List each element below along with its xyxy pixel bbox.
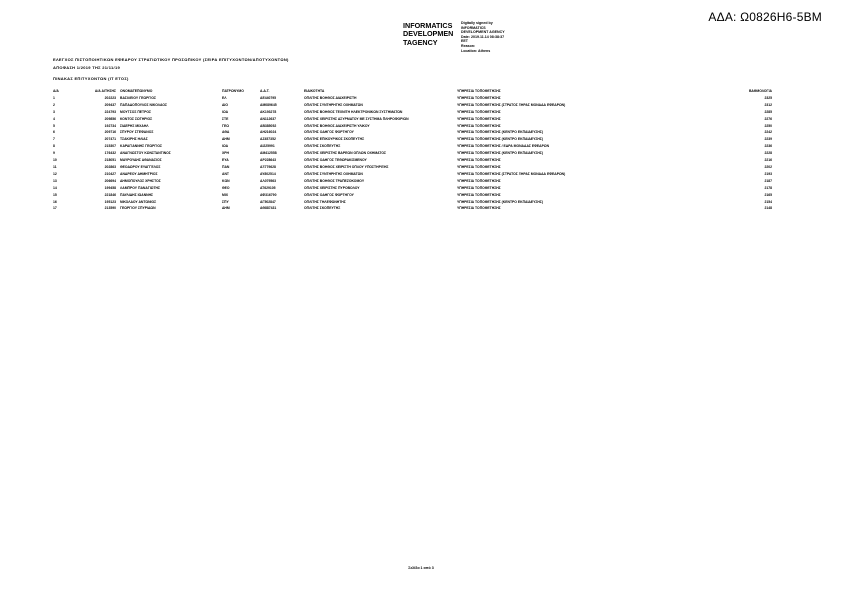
- cell-id: ΑΗ216024: [260, 130, 277, 135]
- cell-id: ΑΖ457352: [260, 137, 276, 142]
- table-body: [53, 95, 772, 212]
- cell-aa: 8: [53, 144, 55, 149]
- issuer-logo: [403, 22, 453, 47]
- cell-id: ΑΞ779628: [260, 164, 276, 169]
- cell-father: ΙΩΑ: [222, 144, 229, 149]
- col-header-name: ΟΝΟΜΑΤΕΠΩΝΥΜΟ: [120, 89, 153, 93]
- cell-id: ΑΜ412558: [260, 151, 277, 156]
- table-row: [53, 199, 772, 206]
- signature-line: Location: Athens: [461, 48, 491, 53]
- cell-application: 195123: [104, 199, 116, 204]
- cell-service: ΥΠΗΡΕΣΙΑ ΤΟΠΟΘΕΤΗΣΗΣ: [457, 206, 501, 211]
- signature-line: Digitally signed by: [461, 21, 493, 25]
- table-row: [53, 205, 772, 212]
- cell-service: ΥΠΗΡΕΣΙΑ ΤΟΠΟΘΕΤΗΣΗΣ: [457, 123, 501, 128]
- table-row: [53, 136, 772, 143]
- cell-name: ΜΑΥΡΟΥΔΗΣ ΑΘΑΝΑΣΙΟΣ: [120, 158, 162, 163]
- cell-application: 209437: [104, 102, 116, 107]
- cell-score: 2228: [764, 151, 772, 156]
- cell-father: ΣΤΕ: [222, 116, 229, 121]
- cell-name: ΑΝΔΡΕΟΥ ΔΗΜΗΤΡΙΟΣ: [120, 171, 158, 176]
- col-header-id: Α.Δ.Τ.: [260, 89, 270, 93]
- cell-specialty: ΟΠΛΙΤΗΣ ΧΕΙΡΙΣΤΗΣ ΠΥΡΟΒΟΛΟΥ: [304, 185, 360, 190]
- cell-id: ΑΝ112637: [260, 116, 277, 121]
- cell-specialty: ΟΠΛΙΤΗΣ ΤΗΛΕΦΩΝΗΤΗΣ: [304, 199, 346, 204]
- cell-aa: 12: [53, 171, 57, 176]
- table-row: [53, 185, 772, 192]
- table-row: [53, 116, 772, 123]
- cell-father: ΜΙΧ: [222, 192, 229, 197]
- cell-score: 2242: [764, 130, 772, 135]
- cell-application: 210427: [104, 171, 116, 176]
- cell-id: ΑΓ502847: [260, 199, 276, 204]
- cell-father: ΕΥΑ: [222, 158, 229, 163]
- cell-father: ΔΗΜ: [222, 137, 230, 142]
- col-header-aa: Α/Α: [53, 89, 59, 93]
- cell-score: 2276: [764, 116, 772, 121]
- cell-father: ΑΘΑ: [222, 130, 230, 135]
- document-heading: ΕΛΕΓΧΟΣ ΠΙΣΤΟΠΟΙΗΤΙΚΩΝ ΕΦΕΔΡΟΥ ΣΤΡΑΤΙΩΤΙΚΟΥ ΠΡΟΣΩΠΙΚΟΥ (ΣΕΙΡΑ ΕΠΙΤΥΧΟΝΤΩΝ/ΑΠΟΤΥΧΟΝΤΩΝ): [53, 57, 289, 62]
- cell-score: 2148: [764, 206, 772, 211]
- cell-score: 2250: [764, 123, 772, 128]
- cell-application: 221846: [104, 192, 116, 197]
- cell-id: ΑΕ440795: [260, 95, 277, 100]
- cell-application: 209856: [104, 116, 116, 121]
- col-header-father: ΠΑΤΡΩΝΥΜΟ: [222, 89, 244, 93]
- cell-father: ΣΠΥ: [222, 199, 229, 204]
- table-row: [53, 171, 772, 178]
- decision-reference: ΑΠΟΦΑΣΗ 1/2019 ΤΗΣ 21/11/19: [53, 65, 120, 70]
- cell-score: 2154: [764, 199, 772, 204]
- results-table: [53, 88, 772, 212]
- col-header-application: Α/Α ΑΙΤΗΣΗΣ: [94, 89, 116, 93]
- table-row: [53, 164, 772, 171]
- col-header-specialty: ΕΙΔΙΚΟΤΗΤΑ: [304, 89, 325, 93]
- cell-name: ΚΟΝΤΟΣ ΣΩΤΗΡΙΟΣ: [120, 116, 153, 121]
- cell-application: 213590: [104, 206, 116, 211]
- cell-service: ΥΠΗΡΕΣΙΑ ΤΟΠΟΘΕΤΗΣΗΣ: [457, 95, 501, 100]
- page-number: Σελίδα 1 από 3: [408, 566, 434, 570]
- cell-name: ΜΟΥΤΣΟΣ ΠΕΤΡΟΣ: [120, 109, 152, 114]
- cell-aa: 17: [53, 206, 57, 211]
- cell-name: ΘΕΟΔΩΡΟΥ ΕΥΑΓΓΕΛΟΣ: [120, 164, 161, 169]
- cell-specialty: ΟΠΛΙΤΗΣ ΒΟΗΘΟΣ ΧΕΙΡΙΣΤΗ ΟΠΛΟΥ ΥΠΟΣΤΗΡΙΞΗΣ: [304, 164, 389, 169]
- table-row: [53, 102, 772, 109]
- cell-service: ΥΠΗΡΕΣΙΑ ΤΟΠΟΘΕΤΗΣΗΣ: [457, 178, 501, 183]
- cell-specialty: ΟΠΛΙΤΗΣ ΟΔΗΓΟΣ ΦΟΡΤΗΓΟΥ: [304, 192, 354, 197]
- cell-aa: 13: [53, 178, 57, 183]
- cell-specialty: ΟΠΛΙΤΗΣ ΣΚΟΠΕΥΤΗΣ: [304, 206, 341, 211]
- table-row: [53, 178, 772, 185]
- cell-application: 199458: [104, 185, 116, 190]
- cell-aa: 5: [53, 123, 55, 128]
- cell-service: ΥΠΗΡΕΣΙΑ ΤΟΠΟΘΕΤΗΣΗΣ: [457, 158, 501, 163]
- cell-service: ΥΠΗΡΕΣΙΑ ΤΟΠΟΘΕΤΗΣΗΣ: [457, 185, 501, 190]
- table-row: [53, 150, 772, 157]
- cell-application: 215307: [104, 144, 116, 149]
- cell-application: 209716: [104, 130, 116, 135]
- cell-aa: 3: [53, 109, 55, 114]
- cell-id: ΑΘ887431: [260, 206, 277, 211]
- cell-service: ΥΠΗΡΕΣΙΑ ΤΟΠΟΘΕΤΗΣΗΣ: [457, 192, 501, 197]
- digital-signature: [461, 21, 505, 53]
- cell-specialty: ΟΠΛΙΤΗΣ ΟΔΗΓΟΣ ΦΟΡΤΗΓΟΥ: [304, 130, 354, 135]
- cell-score: 2187: [764, 178, 772, 183]
- cell-id: ΑΙ225991: [260, 144, 275, 149]
- cell-service: ΥΠΗΡΕΣΙΑ ΤΟΠΟΘΕΤΗΣΗΣ: [457, 109, 501, 114]
- cell-specialty: ΟΠΛΙΤΗΣ ΣΥΝΤΗΡΗΤΗΣ ΟΧΗΜΑΤΩΝ: [304, 171, 363, 176]
- cell-service: ΥΠΗΡΕΣΙΑ ΤΟΠΟΘΕΤΗΣΗΣ (ΣΤΡΑΤΟΣ ΞΗΡΑΣ ΜΟΝΑΔΑ ΕΦΕΔΡΩΝ): [457, 171, 566, 176]
- cell-aa: 14: [53, 185, 57, 190]
- cell-father: ΑΝΤ: [222, 171, 229, 176]
- cell-father: ΧΡΗ: [222, 151, 229, 156]
- cell-aa: 9: [53, 151, 55, 156]
- cell-aa: 11: [53, 164, 57, 169]
- cell-father: ΘΕΟ: [222, 185, 230, 190]
- cell-score: 2312: [764, 102, 772, 107]
- cell-score: 2216: [764, 158, 772, 163]
- cell-specialty: ΟΠΛΙΤΗΣ ΧΕΙΡΙΣΤΗΣ ΒΑΡΕΩΝ ΟΠΛΩΝ ΟΧΗΜΑΤΟΣ: [304, 151, 386, 156]
- table-row: [53, 157, 772, 164]
- cell-name: ΔΗΜΟΠΟΥΛΟΣ ΧΡΗΣΤΟΣ: [120, 178, 161, 183]
- cell-score: 2236: [764, 144, 772, 149]
- cell-application: 192734: [104, 123, 116, 128]
- cell-specialty: ΟΠΛΙΤΗΣ ΧΕΙΡΙΣΤΗΣ ΑΣΥΡΜΑΤΟΥ ΜΕ ΣΥΣΤΗΜΑ ΠΛΗΡΟΦΟΡΙΩΝ: [304, 116, 409, 121]
- cell-name: ΣΙΔΕΡΗΣ ΜΙΧΑΗΛ: [120, 123, 149, 128]
- col-header-service: ΥΠΗΡΕΣΙΑ ΤΟΠΟΘΕΤΗΣΗΣ: [457, 89, 501, 93]
- cell-id: ΑΛ079563: [260, 178, 277, 183]
- document-code: ΑΔΑ: Ω0826Η6-5ΒΜ: [708, 10, 822, 24]
- cell-father: ΠΑΝ: [222, 164, 230, 169]
- cell-service: ΥΠΗΡΕΣΙΑ ΤΟΠΟΘΕΤΗΣΗΣ (ΣΤΡΑΤΟΣ ΞΗΡΑΣ ΜΟΝΑΔΑ ΕΦΕΔΡΩΝ): [457, 102, 566, 107]
- cell-father: ΚΩΝ: [222, 178, 230, 183]
- cell-name: ΓΕΩΡΓΙΟΥ ΣΠΥΡΙΔΩΝ: [120, 206, 156, 211]
- cell-application: 206694: [104, 178, 116, 183]
- cell-name: ΚΑΡΑΓΙΑΝΝΗΣ ΓΕΩΡΓΙΟΣ: [120, 144, 163, 149]
- cell-id: ΑΡ228643: [260, 158, 277, 163]
- signature-line: INFORMATICS: [461, 25, 486, 30]
- cell-service: ΥΠΗΡΕΣΙΑ ΤΟΠΟΘΕΤΗΣΗΣ: [457, 164, 501, 169]
- cell-aa: 2: [53, 102, 55, 107]
- cell-score: 2165: [764, 192, 772, 197]
- cell-id: ΑΚ193278: [260, 109, 277, 114]
- cell-service: ΥΠΗΡΕΣΙΑ ΤΟΠΟΘΕΤΗΣΗΣ (ΚΕΝΤΡΟ ΕΚΠΑΙΔΕΥΣΗΣ): [457, 130, 544, 135]
- cell-service: ΥΠΗΡΕΣΙΑ ΤΟΠΟΘΕΤΗΣΗΣ (ΚΕΝΤΡΟ ΕΚΠΑΙΔΕΥΣΗΣ): [457, 199, 544, 204]
- cell-id: ΑΦ316790: [260, 192, 277, 197]
- col-header-score: ΒΑΘΜΟΛΟΓΙΑ: [748, 89, 772, 93]
- cell-specialty: ΟΠΛΙΤΗΣ ΣΚΟΠΕΥΤΗΣ: [304, 144, 341, 149]
- cell-specialty: ΟΠΛΙΤΗΣ ΟΔΗΓΟΣ ΤΕΘΩΡΑΚΙΣΜΕΝΟΥ: [304, 158, 367, 163]
- cell-application: 218051: [104, 158, 116, 163]
- table-row: [53, 123, 772, 130]
- cell-id: ΑΜ089645: [260, 102, 277, 107]
- cell-application: 207471: [104, 137, 116, 142]
- cell-aa: 7: [53, 137, 55, 142]
- signature-line: Reason:: [461, 43, 476, 48]
- cell-application: 202223: [104, 95, 116, 100]
- cell-aa: 6: [53, 130, 55, 135]
- table-row: [53, 129, 772, 136]
- cell-score: 2285: [764, 109, 772, 114]
- table-row: [53, 192, 772, 199]
- logo-line: INFORMATICS: [403, 21, 453, 30]
- cell-specialty: ΟΠΛΙΤΗΣ ΒΟΗΘΟΣ ΤΕΧΝΙΤΗ ΗΛΕΚΤΡΟΝΙΚΩΝ ΣΥΣΤΗΜΑΤΩΝ: [304, 109, 403, 114]
- cell-specialty: ΟΠΛΙΤΗΣ ΒΟΗΘΟΣ ΤΡΑΠΕΖΟΚΟΜΟΥ: [304, 178, 365, 183]
- cell-application: 224793: [104, 109, 116, 114]
- cell-specialty: ΟΠΛΙΤΗΣ ΒΟΗΘΟΣ ΔΙΑΧΕΙΡΙΣΤΗ ΥΛΙΚΟΥ: [304, 123, 370, 128]
- cell-aa: 4: [53, 116, 55, 121]
- cell-name: ΠΑΠΑΔΟΠΟΥΛΟΣ ΝΙΚΟΛΑΟΣ: [120, 102, 168, 107]
- cell-aa: 16: [53, 199, 57, 204]
- cell-name: ΣΠΥΡΟΥ ΣΤΕΦΑΝΟΣ: [120, 130, 154, 135]
- signature-line: Date: 2019.11.14 08:38:37: [461, 34, 505, 39]
- cell-father: ΔΙΟ: [222, 102, 229, 107]
- cell-name: ΒΑΣΙΛΕΙΟΥ ΓΕΩΡΓΙΟΣ: [120, 95, 157, 100]
- table-row: [53, 95, 772, 102]
- cell-father: ΔΗΜ: [222, 206, 230, 211]
- table-title: ΠΙΝΑΚΑΣ ΕΠΙΤΥΧΟΝΤΩΝ (ΙΤ ΕΤΟΣ): [53, 76, 129, 81]
- cell-service: ΥΠΗΡΕΣΙΑ ΤΟΠΟΘΕΤΗΣΗΣ (ΚΕΝΤΡΟ ΕΚΠΑΙΔΕΥΣΗΣ): [457, 137, 544, 142]
- cell-score: 2325: [764, 95, 772, 100]
- logo-line: TAGENCY: [403, 37, 438, 47]
- cell-service: ΥΠΗΡΕΣΙΑ ΤΟΠΟΘΕΤΗΣΗΣ: [457, 116, 501, 121]
- cell-specialty: ΟΠΛΙΤΗΣ ΕΠΙΚΟΥΡΙΚΟΣ ΣΚΟΠΕΥΤΗΣ: [304, 137, 365, 142]
- signature-line: EET: [461, 39, 468, 44]
- cell-application: 176432: [104, 151, 116, 156]
- cell-name: ΑΝΑΓΝΩΣΤΟΥ ΚΩΝΣΤΑΝΤΙΝΟΣ: [120, 151, 171, 156]
- table-row: [53, 109, 772, 116]
- cell-name: ΤΣΑΚΙΡΗΣ ΗΛΙΑΣ: [120, 137, 148, 142]
- cell-id: ΑΥ802514: [260, 171, 276, 176]
- cell-aa: 1: [53, 95, 55, 100]
- logo-line: DEVELOPMEN: [403, 29, 454, 39]
- cell-aa: 15: [53, 192, 57, 197]
- cell-score: 2193: [764, 171, 772, 176]
- table-header-row: [53, 88, 772, 95]
- cell-score: 2239: [764, 137, 772, 142]
- cell-father: ΕΛ: [222, 95, 227, 100]
- cell-score: 2202: [764, 164, 772, 169]
- cell-name: ΛΑΜΠΡΟΥ ΠΑΝΑΓΙΩΤΗΣ: [120, 185, 161, 190]
- cell-specialty: ΟΠΛΙΤΗΣ ΣΥΝΤΗΡΗΤΗΣ ΟΧΗΜΑΤΩΝ: [304, 102, 363, 107]
- cell-name: ΝΙΚΟΛΑΟΥ ΑΝΤΩΝΙΟΣ: [120, 199, 157, 204]
- cell-service: ΥΠΗΡΕΣΙΑ ΤΟΠΟΘΕΤΗΣΗΣ (ΚΕΝΤΡΟ ΕΚΠΑΙΔΕΥΣΗΣ): [457, 151, 544, 156]
- cell-name: ΠΑΥΛΙΔΗΣ ΙΩΑΝΝΗΣ: [120, 192, 154, 197]
- cell-specialty: ΟΠΛΙΤΗΣ ΒΟΗΘΟΣ ΔΙΑΧΕΙΡΙΣΤΗ: [304, 95, 357, 100]
- signature-line: DEVELOPMENT AGENCY: [461, 30, 505, 35]
- cell-service: ΥΠΗΡΕΣΙΑ ΤΟΠΟΘΕΤΗΣΗΣ / ΕΔΡΑ ΜΟΝΑΔΑΣ ΕΦΕΔΡΩΝ: [457, 144, 550, 149]
- cell-father: ΙΩΑ: [222, 109, 229, 114]
- table-row: [53, 143, 772, 150]
- cell-aa: 10: [53, 158, 57, 163]
- cell-father: ΓΕΩ: [222, 123, 230, 128]
- cell-id: ΑΒ385052: [260, 123, 277, 128]
- cell-application: 202863: [104, 164, 116, 169]
- cell-id: ΑΤ629105: [260, 185, 276, 190]
- cell-score: 2178: [764, 185, 772, 190]
